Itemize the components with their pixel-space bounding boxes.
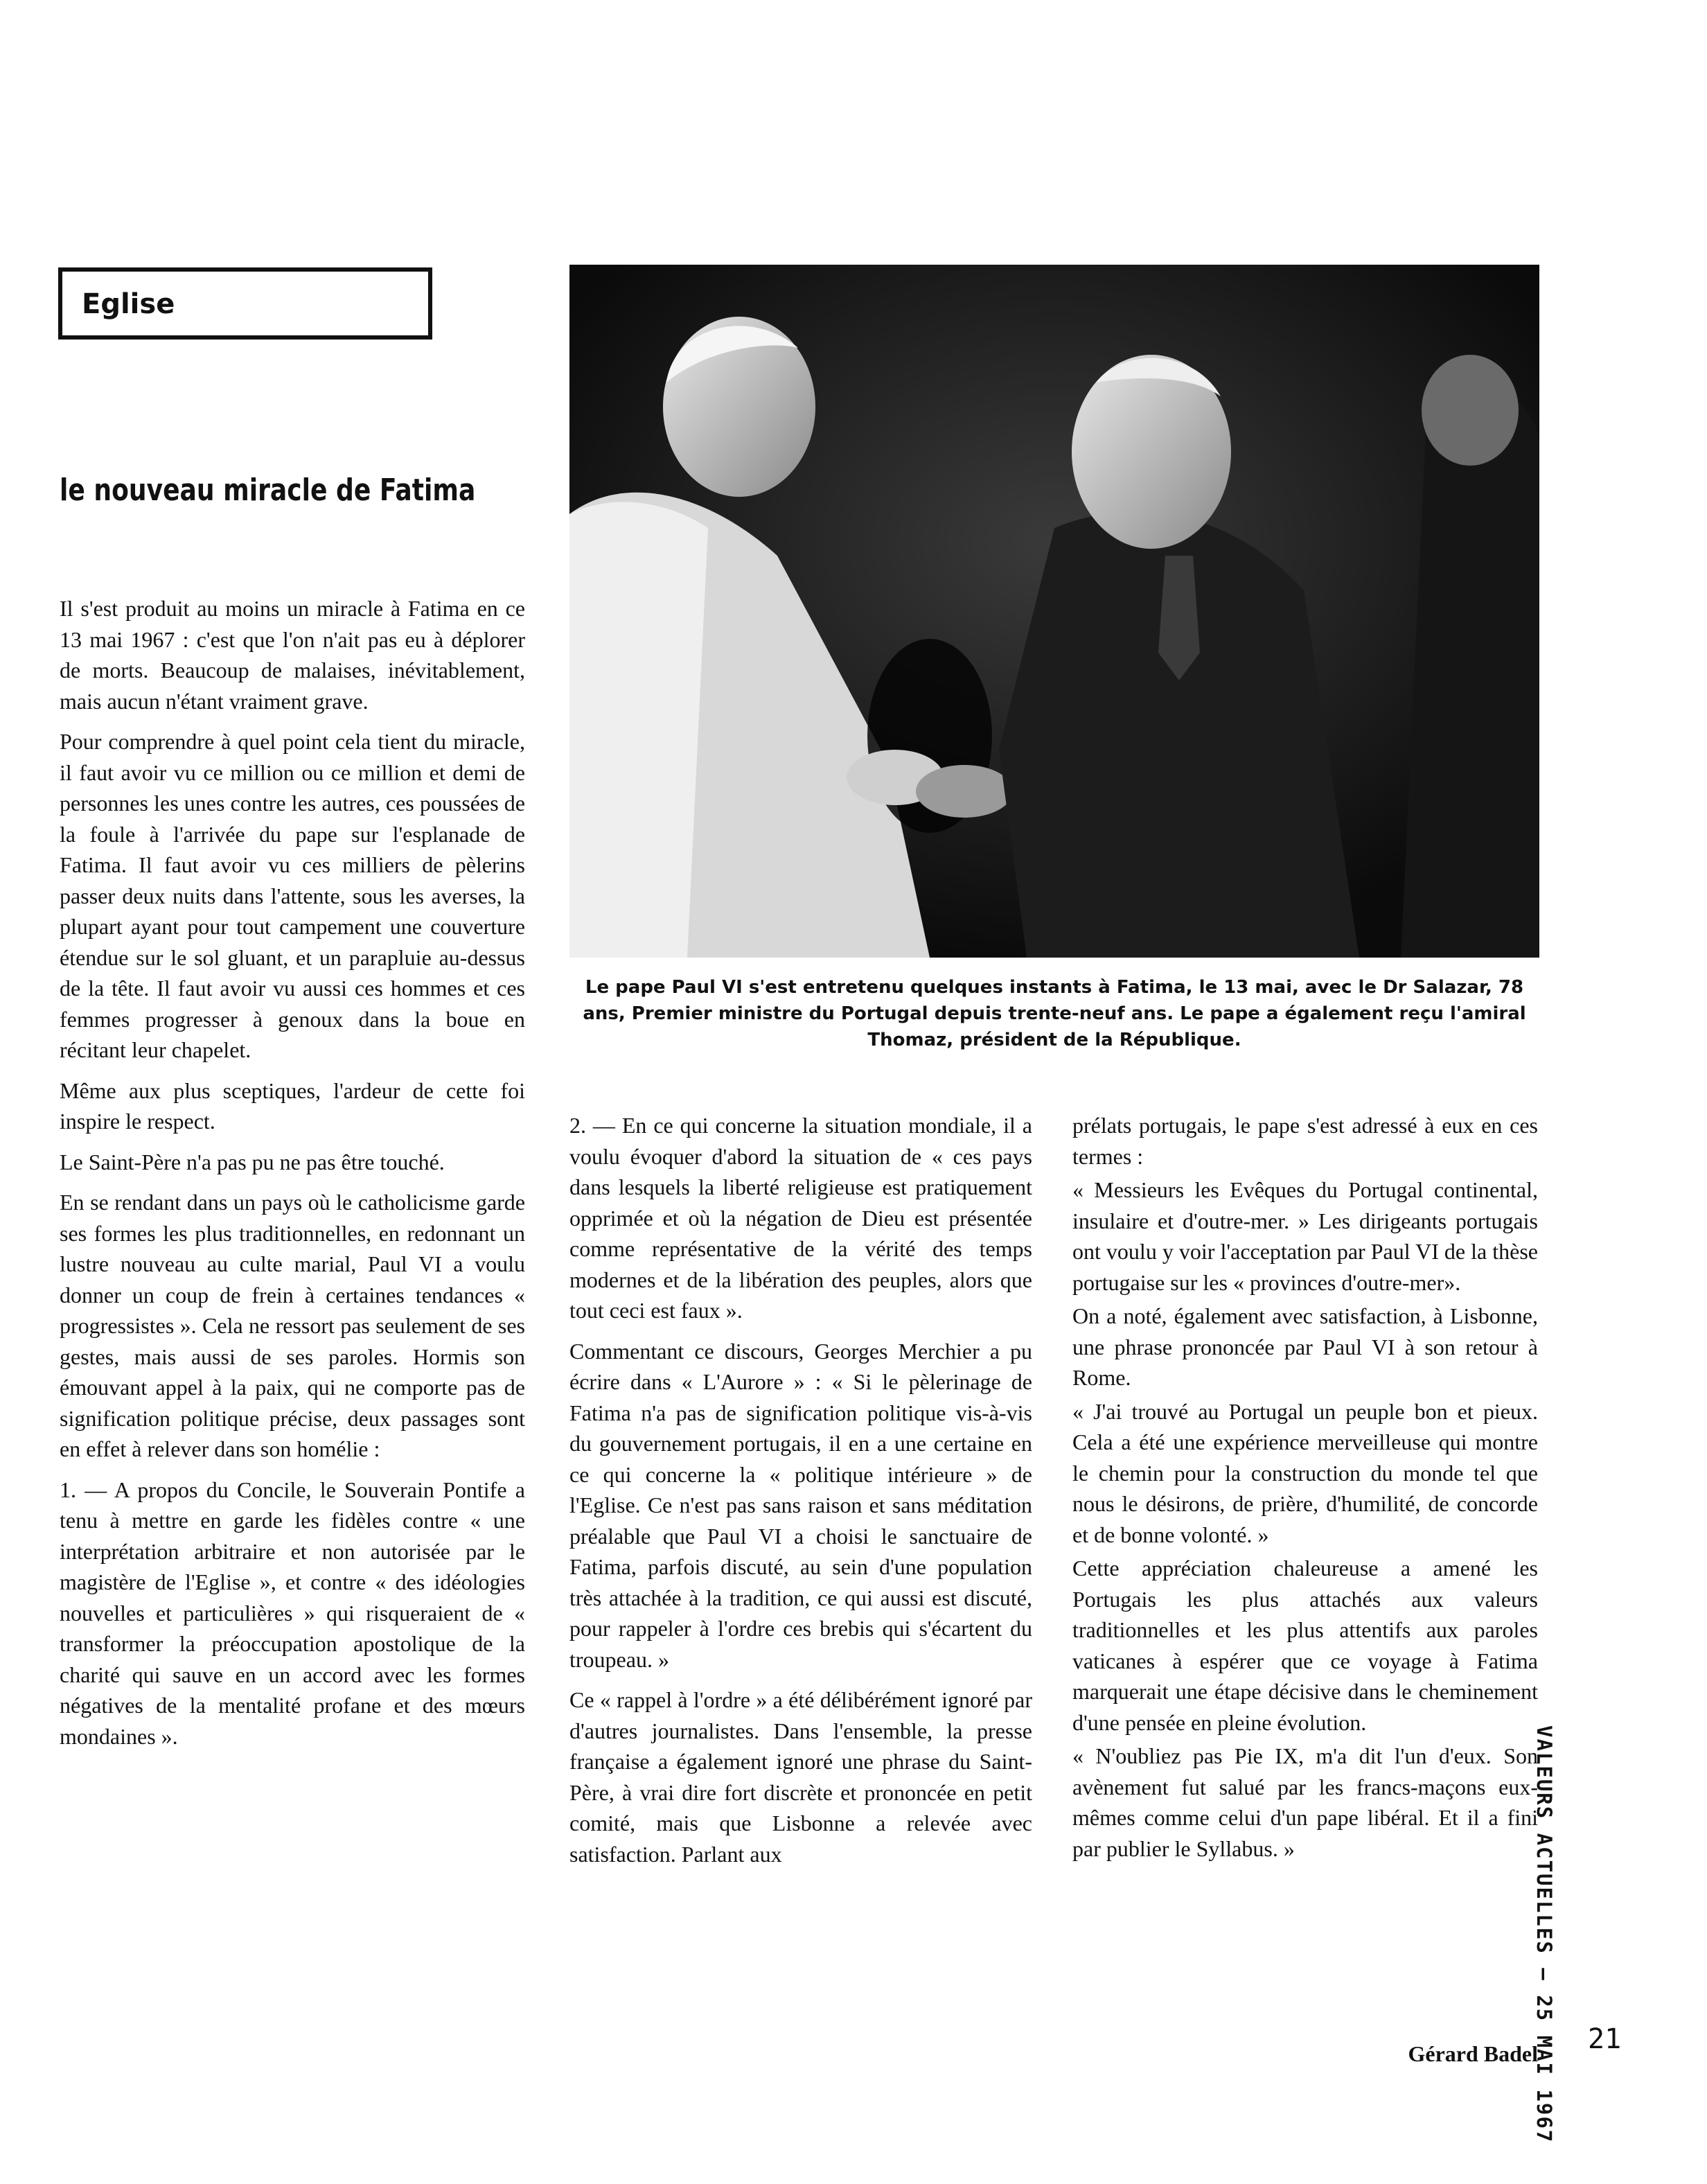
news-photo: [569, 265, 1539, 958]
section-label: Eglise: [82, 288, 175, 320]
paragraph: En se rendant dans un pays où le catholicisme garde ses formes les plus traditionnelles, en redonnant un lustre nouveau au culte marial, Paul VI a voulu donner un coup de frein à certaines tendances « progressistes ». Cela ne ressort pas seulement de ses gestes, mais aussi de ses paroles. Hormis son émouvant appel à la paix, qui ne comporte pas de signification politique précise, deux passages sont en effet à relever dans son homélie :: [60, 1190, 525, 1461]
paragraph: « J'ai trouvé au Portugal un peuple bon et pieux. Cela a été une expérience merveilleuse qui montre le chemin pour la construction du monde tel que nous le désirons, de prière, d'humilité, de concorde et de bonne volonté. »: [1072, 1398, 1538, 1547]
paragraph: Cette appréciation chaleureuse a amené les Portugais les plus attachés aux valeurs traditionnelles et les plus attentifs aux paroles vaticanes à espérer que ce voyage à Fatima marquerait une étape décisive dans le cheminement d'une pensée en pleine évolution.: [1072, 1556, 1538, 1735]
paragraph: Pour comprendre à quel point cela tient du miracle, il faut avoir vu ce million ou ce million et demi de personnes les unes contre les autres, ces poussées de la foule à l'arrivée du pape sur l'esplanade de Fatima. Il faut avoir vu ces milliers de pèlerins passer deux nuits dans l'attente, sous les averses, la plupart ayant pour tout campement une couverture étendue sur le sol gluant, et un parapluie au-dessus de la tête. Il faut avoir vu aussi ces hommes et ces femmes progresser à genoux dans la boue en récitant leur chapelet.: [60, 729, 525, 1062]
paragraph: Ce « rappel à l'ordre » a été délibérément ignoré par d'autres journalistes. Dans l'ensemble, la presse française a également ignoré une phrase du Saint-Père, à vrai dire fort discrète et prononcée en petit comité, mais que Lisbonne a relevée avec satisfaction. Parlant aux: [569, 1687, 1032, 1867]
paragraph: Le Saint-Père n'a pas pu ne pas être touché.: [60, 1149, 445, 1174]
photo-caption: Le pape Paul VI s'est entretenu quelques instants à Fatima, le 13 mai, avec le Dr Salazar, 78 ans, Premier ministre du Portugal depuis trente-neuf ans. Le pape a également reçu l'amiral Thomaz, président de la République.: [583, 977, 1526, 1050]
article-column-3: [1072, 1110, 1538, 1867]
article-headline: le nouveau miracle de Fatima: [60, 473, 476, 508]
paragraph: « N'oubliez pas Pie IX, m'a dit l'un d'eux. Son avènement fut salué par les francs-maçons eux-mêmes comme celui d'un pape libéral. Et il a fini par publier le Syllabus. »: [1072, 1743, 1538, 1861]
paragraph: Il s'est produit au moins un miracle à Fatima en ce 13 mai 1967 : c'est que l'on n'ait pas eu à déplorer de morts. Beaucoup de malaises, inévitablement, mais aucun n'étant vraiment grave.: [60, 596, 525, 714]
article-column-2: [569, 1110, 1032, 1879]
paragraph: « Messieurs les Evêques du Portugal continental, insulaire et d'outre-mer. » Les dirigeants portugais ont voulu y voir l'acceptation par Paul VI de la thèse portugaise sur les « provinces d'outre-mer».: [1072, 1177, 1538, 1295]
page-number: 21: [1588, 2023, 1622, 2055]
paragraph: 1. — A propos du Concile, le Souverain Pontife a tenu à mettre en garde les fidèles contre « une interprétation arbitraire et non autorisée par le magistère de l'Eglise », et contre « des idéologies nouvelles et particulières » qui risqueraient de « transformer la préoccupation apostolique de la charité qui sauve en un accord avec les formes négatives de la mentalité profane et des mœurs mondaines ».: [60, 1477, 525, 1749]
section-label-box: [58, 267, 432, 340]
paragraph: Même aux plus sceptiques, l'ardeur de cette foi inspire le respect.: [60, 1077, 525, 1134]
photo-pope-and-salazar: [569, 265, 1539, 958]
paragraph: prélats portugais, le pape s'est adressé à eux en ces termes :: [1072, 1113, 1538, 1169]
paragraph: 2. — En ce qui concerne la situation mondiale, il a voulu évoquer d'abord la situation de « ces pays dans lesquels la liberté religieuse est pratiquement opprimée et où la négation de Dieu est présentée comme représentative de la vérité des temps modernes et de la libération des peuples, alors que tout ceci est faux ».: [569, 1113, 1032, 1323]
running-head: VALEURS ACTUELLES — 25 MAI 1967: [1532, 1725, 1556, 2144]
author-byline: Gérard Badel: [1408, 2041, 1538, 2066]
paragraph: Commentant ce discours, Georges Merchier a pu écrire dans « L'Aurore » : « Si le pèlerinage de Fatima n'a pas de signification politique vis-à-vis du gouvernement portugais, il en a une certaine en ce qui concerne la « politique intérieure » de l'Eglise. Ce n'est pas sans raison et sans méditation préalable que Paul VI a choisi le sanctuaire de Fatima, parfois discuté, au sein d'une population très attachée à la tradition, ce qui aussi est discuté, pour rappeler à l'ordre ces brebis qui s'écartent du troupeau. »: [569, 1338, 1032, 1672]
paragraph: On a noté, également avec satisfaction, à Lisbonne, une phrase prononcée par Paul VI à son retour à Rome.: [1072, 1303, 1538, 1390]
article-column-1: [60, 593, 525, 1761]
